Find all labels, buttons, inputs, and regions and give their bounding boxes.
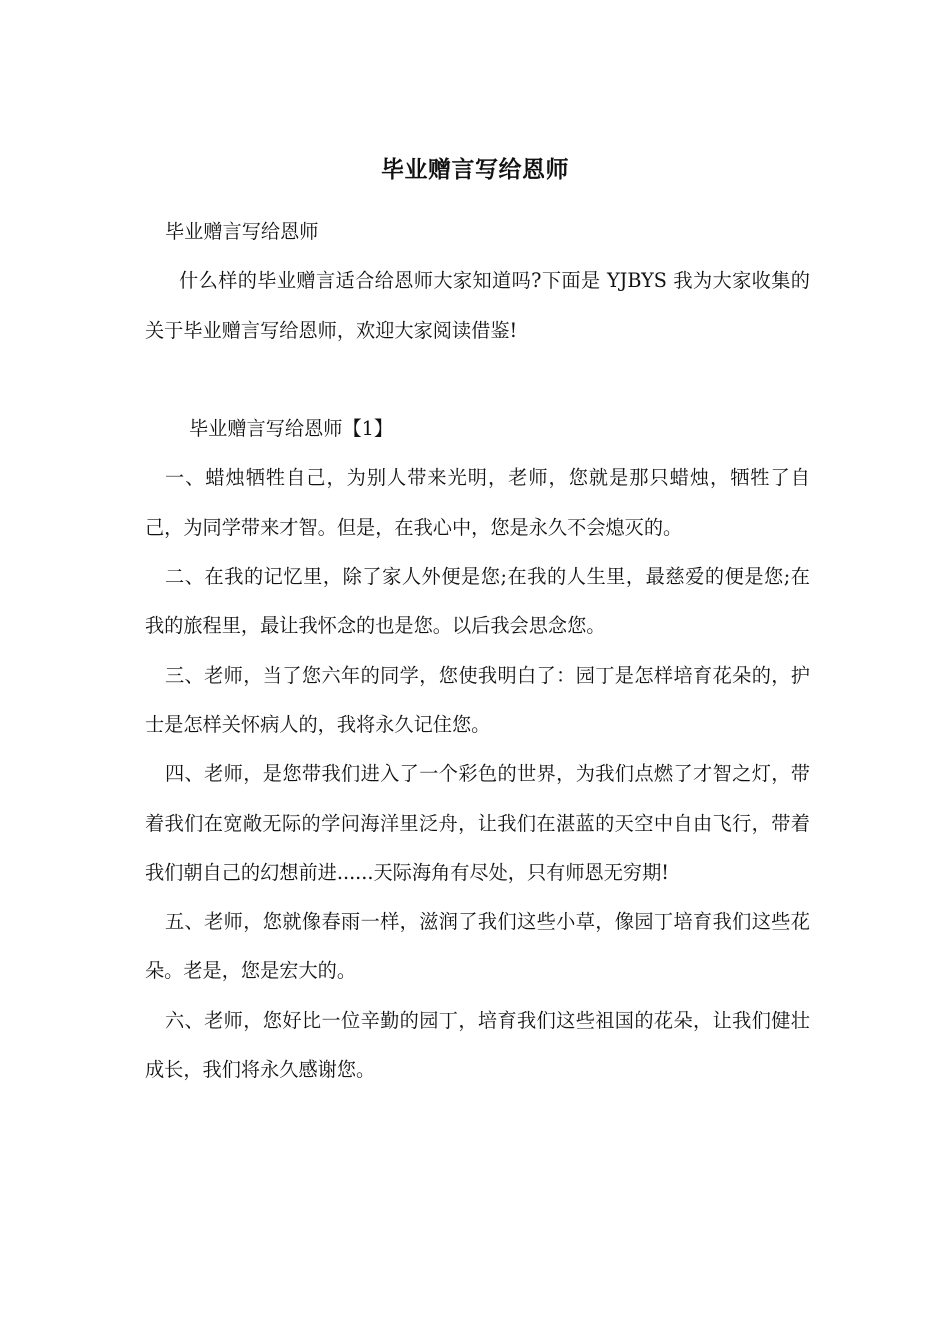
list-item: 六、老师，您好比一位辛勤的园丁，培育我们这些祖国的花朵，让我们健壮成长，我们将永久感谢您。 [145, 1008, 810, 1082]
document-body [145, 207, 810, 1094]
list-item: 五、老师，您就像春雨一样，滋润了我们这些小草，像园丁培育我们这些花朵。老是，您是宏大的。 [145, 910, 810, 983]
list-item: 三、老师，当了您六年的同学，您使我明白了：园丁是怎样培育花朵的，护士是怎样关怀病人的，我将永久记住您。 [145, 663, 810, 736]
section-heading: 毕业赠言写给恩师【1】 [189, 417, 394, 441]
list-item: 二、在我的记忆里，除了家人外便是您;在我的人生里，最慈爱的便是您;在我的旅程里，最让我怀念的也是您。以后我会思念您。 [145, 565, 810, 638]
intro-paragraph: 什么样的毕业赠言适合给恩师大家知道吗?下面是 YJBYS 我为大家收集的关于毕业赠言写给恩师，欢迎大家阅读借鉴! [145, 269, 810, 342]
list-item: 一、蜡烛牺牲自己，为别人带来光明，老师，您就是那只蜡烛，牺牲了自己，为同学带来才智。但是，在我心中，您是永久不会熄灭的。 [145, 466, 810, 539]
blank-line [145, 355, 810, 404]
document-title: 毕业赠言写给恩师 [381, 156, 569, 183]
document-subtitle: 毕业赠言写给恩师 [165, 220, 319, 243]
list-item: 四、老师，是您带我们进入了一个彩色的世界，为我们点燃了才智之灯，带着我们在宽敞无际的学问海洋里泛舟，让我们在湛蓝的天空中自由飞行，带着我们朝自己的幻想前进......天际海角有尽处，只有师恩无穷期! [145, 762, 810, 884]
